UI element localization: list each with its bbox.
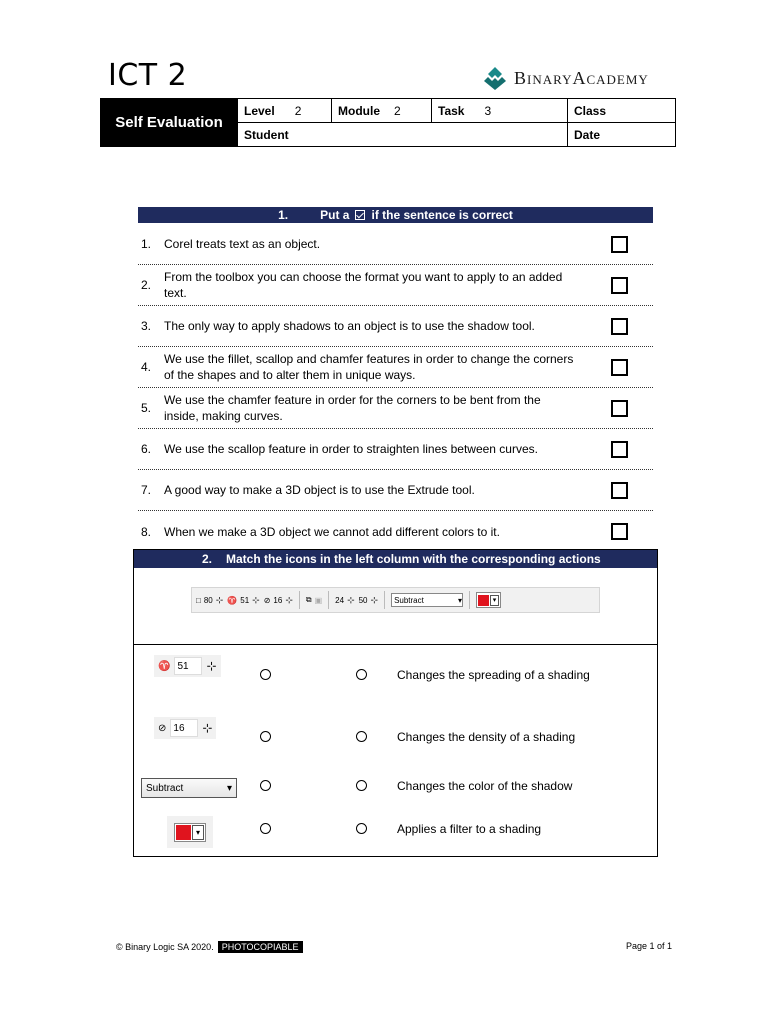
question-row [138,306,653,347]
feather-control[interactable] [359,595,378,606]
question-text: From the toolbox you can choose the format you want to apply to an added text. [164,270,563,300]
question-text: We use the fillet, scallop and chamfer features in order to change the corners of the shapes and to alter them in unique ways. [164,352,574,382]
question-number: 7. [141,483,152,497]
feather-icon: ⊘ [158,722,167,734]
feather-icon: ⊘ [263,595,271,605]
copy-shadow-button[interactable] [306,595,322,605]
merge-mode-widget[interactable] [141,778,237,798]
section2-title: Match the icons in the left column with the corresponding actions [226,552,601,566]
spread-widget[interactable] [154,655,221,677]
spinner-icon: ⊹ [347,594,355,605]
dropdown-arrow-icon: ▾ [226,782,232,794]
color-swatch [176,825,191,840]
right-radio[interactable] [356,731,367,742]
goblet-icon: ♈ [158,660,171,672]
select-value: Subtract [394,595,424,605]
brand-logo [482,64,649,92]
left-radio[interactable] [260,669,271,680]
date-label: Date [574,127,601,142]
student-cell[interactable] [238,123,568,147]
density-field: 16 [170,719,198,737]
question-text: When we make a 3D object we cannot add different colors to it. [164,524,500,539]
self-evaluation-label: Self Evaluation [101,99,238,147]
shadow-color-picker[interactable] [476,592,501,608]
class-cell[interactable] [568,99,676,123]
section1-number: 1. [278,208,289,222]
question-text: We use the chamfer feature in order for the corners to be bent from the inside, making curves. [164,393,541,423]
dropdown-arrow-icon: ▾ [490,595,499,606]
shadow-property-toolbar [191,587,600,613]
spinner-icon: ⊹ [202,721,213,735]
module-cell [332,99,432,123]
question-number: 3. [141,319,152,333]
left-radio[interactable] [260,823,271,834]
checkbox-checked-icon [355,210,365,220]
shadow-color-widget[interactable] [167,816,213,848]
question-list [138,224,653,552]
color-picker [174,823,206,842]
answer-checkbox[interactable] [611,318,628,335]
right-radio[interactable] [356,823,367,834]
toolbar-divider [469,591,470,609]
spinner-icon: ⊹ [370,594,379,605]
level-cell [238,99,332,123]
answer-checkbox[interactable] [611,441,628,458]
question-text: The only way to apply shadows to an object is to use the shadow tool. [164,319,535,333]
left-radio[interactable] [260,731,271,742]
class-label: Class [574,103,607,118]
level-value: 2 [294,103,302,118]
question-row [138,224,653,265]
color-swatch [478,595,489,606]
answer-checkbox[interactable] [611,236,628,253]
answer-checkbox[interactable] [611,523,628,540]
question-number: 2. [141,278,152,292]
page-number: Page 1 of 1 [626,941,673,951]
select-value: Subtract [146,782,184,794]
opacity-control[interactable] [335,595,354,606]
question-row [138,470,653,511]
density-control[interactable] [264,595,293,606]
density-widget[interactable] [154,717,216,739]
question-row [138,347,653,388]
action-text: Changes the spreading of a shading [397,668,590,682]
offset-control[interactable] [196,595,223,606]
toolbar-divider [328,591,329,609]
copy-shadow-icon: ⧉ [305,595,312,604]
section2-number: 2. [202,552,213,566]
student-label: Student [244,127,289,142]
section2-box [133,549,658,857]
binary-academy-logo-icon [482,65,508,91]
spinner-icon: ⊹ [252,594,260,605]
level-label: Level [244,103,275,118]
toolbar-value: 24 [335,595,345,605]
section2-header [134,550,657,568]
section1-header [138,207,653,223]
dropdown-arrow-icon: ▾ [192,825,204,840]
document-title: ICT 2 [108,58,188,93]
module-label: Module [338,103,380,118]
footer-copyright [116,941,303,953]
answer-checkbox[interactable] [611,400,628,417]
square-icon: □ [196,595,201,605]
toolbar-value: 16 [273,595,283,605]
toolbar-value: 51 [240,595,250,605]
toolbar-value: 50 [358,595,368,605]
answer-checkbox[interactable] [611,482,628,499]
copyright-text: © Binary Logic SA 2020. [116,942,214,952]
toolbar-area [134,568,657,645]
spinner-icon: ⊹ [215,594,224,605]
toolbar-divider [384,591,385,609]
answer-checkbox[interactable] [611,359,628,376]
task-value: 3 [484,103,492,118]
spread-control[interactable] [227,595,259,606]
section1-title-end: if the sentence is correct [371,208,513,222]
question-text: A good way to make a 3D object is to use the Extrude tool. [164,483,475,497]
clear-shadow-icon: ▣ [314,595,323,605]
left-radio[interactable] [260,780,271,791]
question-row [138,265,653,306]
action-text: Changes the color of the shadow [397,779,573,793]
info-table [100,98,676,147]
question-number: 1. [141,237,152,251]
task-cell [432,99,568,123]
brand-name: BinaryAcademy [514,67,649,88]
question-row [138,388,653,429]
task-label: Task [438,103,465,118]
goblet-icon: ♈ [227,595,238,605]
spread-field: 51 [174,657,202,675]
question-row [138,429,653,470]
section1-title-start: Put a [320,208,350,222]
module-value: 2 [394,103,401,118]
question-text: Corel treats text as an object. [164,237,321,251]
right-radio[interactable] [356,669,367,680]
merge-mode-select[interactable] [391,593,463,607]
photocopiable-badge: PHOTOCOPIABLE [218,941,303,953]
right-radio[interactable] [356,780,367,791]
question-row [138,511,653,552]
date-cell[interactable] [568,123,676,147]
spinner-icon: ⊹ [206,659,217,673]
question-number: 5. [141,401,152,415]
question-text: We use the scallop feature in order to straighten lines between curves. [164,442,538,456]
question-number: 4. [141,360,152,374]
question-number: 6. [141,442,152,456]
spinner-icon: ⊹ [285,594,293,605]
toolbar-divider [299,591,300,609]
answer-checkbox[interactable] [611,277,628,294]
action-text: Changes the density of a shading [397,730,576,744]
toolbar-value: 80 [203,595,213,605]
dropdown-arrow-icon: ▾ [458,595,463,605]
question-number: 8. [141,524,152,539]
action-text: Applies a filter to a shading [397,822,542,836]
